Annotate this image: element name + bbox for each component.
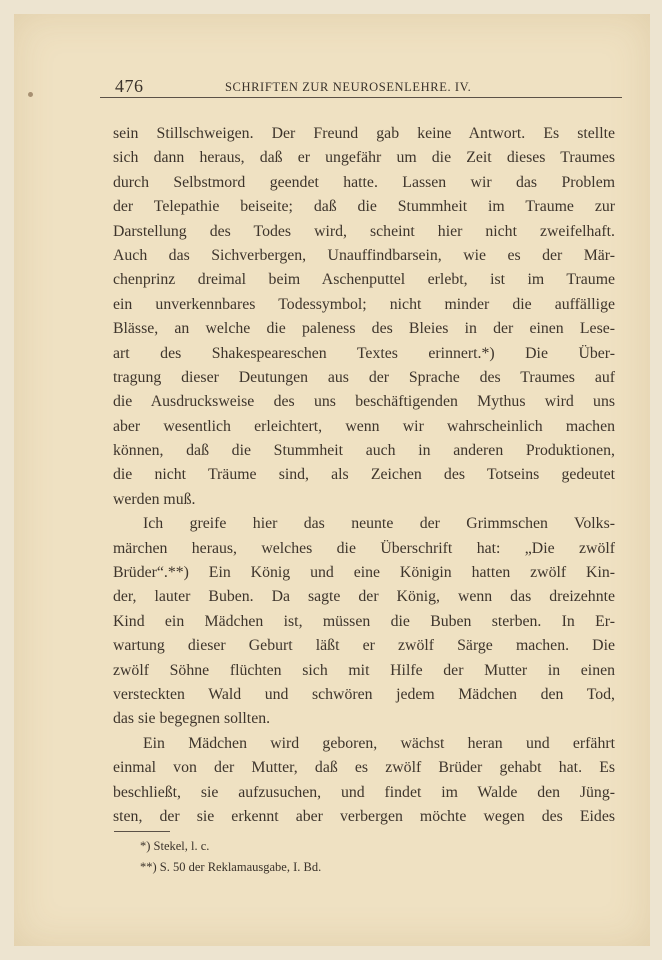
- text-line: der Telepathie beiseite; daß die Stummheit im Traume zur: [113, 198, 615, 216]
- footnote: **) S. 50 der Reklamausgabe, I. Bd.: [140, 860, 322, 874]
- text-line: ein unverkennbares Todessymbol; nicht minder die auffällige: [113, 295, 615, 313]
- text-line: wartung dieser Geburt läßt er zwölf Särge machen. Die: [113, 637, 615, 655]
- text-line: chenprinz dreimal beim Aschenputtel erlebt, ist im Traume: [113, 271, 615, 289]
- text-line: versteckten Wald und schwören jedem Mädchen den Tod,: [113, 685, 615, 703]
- text-line: Darstellung des Todes wird, scheint hier nicht zweifelhaft.: [113, 222, 615, 240]
- text-line: sein Stillschweigen. Der Freund gab keine Antwort. Es stellte: [113, 125, 615, 142]
- text-line: Brüder“.**) Ein König und eine Königin hatten zwölf Kin-: [113, 564, 615, 582]
- text-line: werden muß.: [113, 490, 196, 508]
- footnote-rule: [114, 831, 170, 832]
- text-line: beschließt, sie aufzusuchen, und findet im Walde den Jüng-: [113, 783, 615, 801]
- text-line: sich dann heraus, daß er ungefähr um die Zeit dieses Traumes: [113, 149, 615, 167]
- text-line: durch Selbstmord geendet hatte. Lassen wir das Problem: [113, 173, 615, 191]
- page-number: 476: [115, 76, 144, 96]
- header-rule: [100, 97, 622, 98]
- text-line: Ich greife hier das neunte der Grimmschen Volks-: [143, 515, 615, 533]
- footnotes: [140, 836, 610, 878]
- text-line: Auch das Sichverbergen, Unauffindbarsein, wie es der Mär-: [113, 246, 615, 264]
- text-line: der, lauter Buben. Da sagte der König, wenn das dreizehnte: [113, 588, 615, 606]
- text-line: die nicht Träume sind, als Zeichen des Totseins gedeutet: [113, 466, 615, 484]
- text-line: das sie begegnen sollten.: [113, 710, 271, 728]
- margin-mark: [28, 92, 33, 97]
- text-line: Blässe, an welche die paleness des Bleies in der einen Lese-: [113, 320, 615, 338]
- text-line: Kind ein Mädchen ist, müssen die Buben sterben. In Er-: [113, 612, 615, 630]
- text-line: sten, der sie erkennt aber verbergen möchte wegen des Eides: [113, 807, 615, 825]
- text-line: zwölf Söhne flüchten sich mit Hilfe der Mutter in einen: [113, 661, 615, 679]
- text-line: märchen heraus, welches die Überschrift hat: „Die zwölf: [113, 539, 615, 557]
- text-line: die Ausdrucksweise des uns beschäftigenden Mythus wird uns: [113, 393, 615, 411]
- footnote: *) Stekel, l. c.: [140, 839, 210, 853]
- text-line: aber wesentlich erleichtert, wenn wir wahrscheinlich machen: [113, 417, 615, 435]
- text-line: einmal von der Mutter, daß es zwölf Brüder gehabt hat. Es: [113, 759, 615, 777]
- running-head: SCHRIFTEN ZUR NEUROSENLEHRE. IV.: [225, 80, 472, 94]
- text-line: art des Shakespeareschen Textes erinnert.*) Die Über-: [113, 344, 615, 362]
- text-line: können, daß die Stummheit auch in anderen Produktionen,: [113, 442, 615, 460]
- body-text: [113, 122, 615, 829]
- text-line: Ein Mädchen wird geboren, wächst heran und erfährt: [143, 734, 615, 752]
- text-line: tragung dieser Deutungen aus der Sprache des Traumes auf: [113, 368, 615, 386]
- page-header: [100, 70, 624, 100]
